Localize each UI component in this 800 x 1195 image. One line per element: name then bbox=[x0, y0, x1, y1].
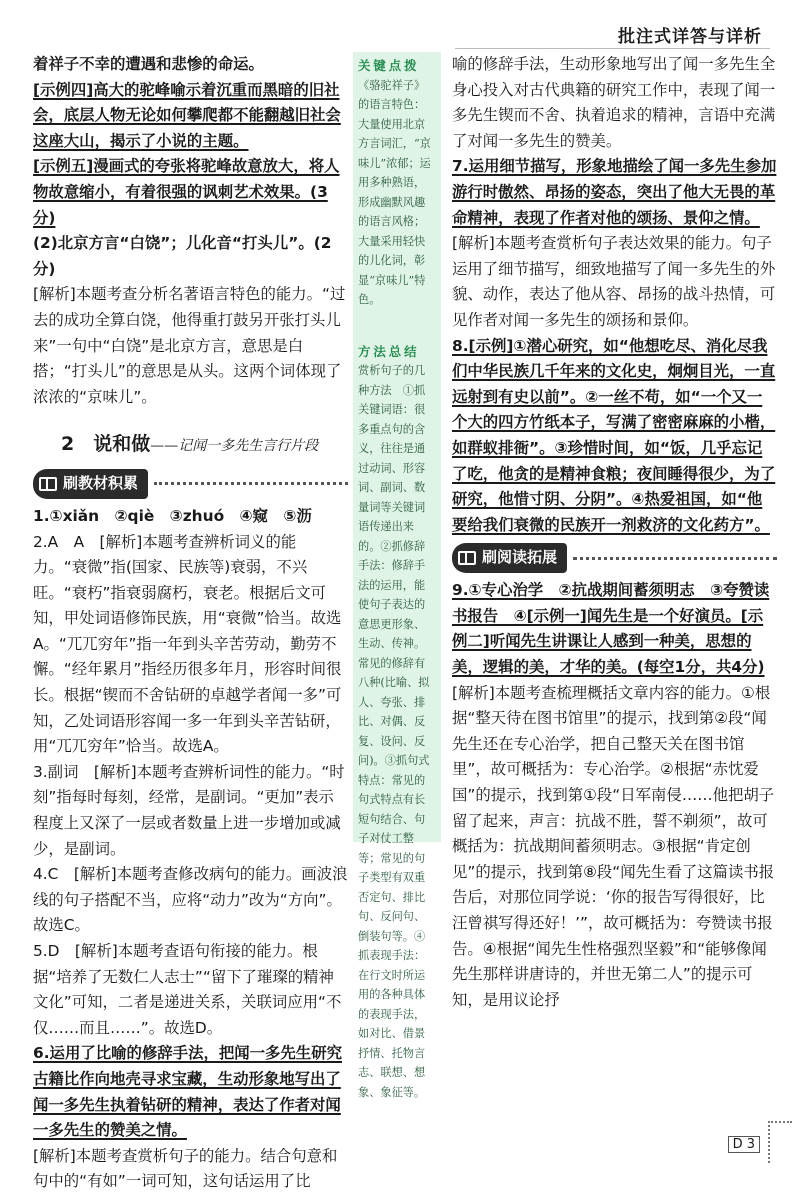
section-subtitle: ——记闻一多先生言行片段 bbox=[150, 438, 319, 455]
answer-continuation: 着祥子不幸的遭遇和悲惨的命运。 bbox=[33, 55, 264, 73]
book-icon bbox=[458, 551, 476, 565]
annotation-sidebar bbox=[353, 52, 441, 1099]
sidebar-method-body: 赏析句子的几种方法 ①抓关键词语：很多重点句的含义，往往是通过动词、形容词、副词、数量词等关键词语传递出来的。②抓修辞手法：修辞手法的运用，能使句子表达的意思更形象、生动、传神。常见的修辞有八种(比喻、拟人、夸张、排比、对偶、反复、设问、反问)。③抓句式特点：常见的句式特点有长短句结合、句子对仗工整等；常见的句子类型有双重否定句、排比句、反问句、倒装句等。④抓表现手法：在行文时所运用的各种具体的表现手法，如对比、借景抒情、托物言志、联想、想象、象征等。 bbox=[358, 364, 430, 1099]
banner-reading-extension bbox=[452, 544, 777, 572]
banner-label: 刷教材积累 bbox=[63, 474, 139, 493]
question-1: 1.①xiǎn ②qiè ③zhuó ④窥 ⑤沥 bbox=[33, 506, 312, 525]
header-rule bbox=[455, 48, 770, 49]
question-9-answer: 9.①专心治学 ②抗战期间蓄须明志 ③夸赞读书报告 ④[示例一]闻先生是一个好演员。[示例二]听闻先生讲课让人感到一种美，思想的美，逻辑的美，才华的美。(每空1分，共4分) bbox=[452, 581, 770, 677]
analysis-paragraph: [解析]本题考查分析名著语言特色的能力。“过去的成功全算白饶，他得重打鼓另开张打头儿来”一句中“白饶”是北京方言，意思是白搭；“打头儿”的意思是从头。这两个词体现了浓浓的“京味儿”。 bbox=[33, 285, 346, 406]
analysis-continuation: 喻的修辞手法，生动形象地写出了闻一多先生全身心投入对古代典籍的研究工作中，表现了闻一多先生锲而不舍、执着追求的精神，言语中充满了对闻一多先生的赞美。 bbox=[452, 55, 776, 150]
banner-textbook-accumulation bbox=[33, 470, 348, 498]
question-9-analysis: [解析]本题考查梳理概括文章内容的能力。①根据“整天待在图书馆里”的提示，找到第②段“闻先生还在专心治学，把自己整天关在图书馆里”，故可概括为：专心治学。②根据“赤忱爱国”的提示，找到第①段“日军南侵……他把胡子留了起来，声言：抗战不胜，誓不剃须”，故可概括为：抗战期间蓄须明志。③根据“肯定创见”的提示，找到第⑧段“闻先生看了这篇读书报告后，对那位同学说：‘你的报告写得很好，比汪曾祺写得还好！’”，故可概括为：夸赞读书报告。④根据“闻先生性格强烈坚毅”和“能够像闻先生那样讲唐诗的，并世无第二人”的提示可知，是用议论抒 bbox=[452, 683, 775, 1009]
page-header: 批注式详答与详析 bbox=[618, 27, 762, 47]
sidebar-title-method-summary: 方法总结 bbox=[358, 343, 420, 359]
question-2: 2.A A [解析]本题考查辨析词义的能力。“衰微”指(国家、民族等)衰弱，不兴旺。“衰朽”指衰弱腐朽，衰老。根据后文可知，甲处词语修饰民族，用“衰微”恰当。故选A。“兀兀穷年”指一年到头辛苦劳动，勤劳不懈。“经年累月”指经历很多年月，形容时间很长。根据“锲而不舍钻研的卓越学者闻一多”可知，乙处词语形容闻一多一年到头辛苦钻研，用“兀兀穷年”恰当。故选A。 bbox=[33, 532, 342, 756]
right-column bbox=[452, 52, 777, 1013]
question-7-analysis: [解析]本题考查赏析句子表达效果的能力。句子运用了细节描写，细致地描写了闻一多先生的外貌、动作，表达了他从容、昂扬的战斗热情，可见作者对闻一多先生的颂扬和景仰。 bbox=[452, 234, 776, 329]
left-column bbox=[33, 52, 348, 1195]
section-title-main: 2 说和做 bbox=[61, 433, 151, 456]
question-7-answer: 7.运用细节描写，形象地描绘了闻一多先生参加游行时傲然、昂扬的姿态，突出了他大无畏的革命精神，表现了作者对他的颂扬、景仰之情。 bbox=[452, 157, 777, 227]
banner-badge bbox=[452, 543, 567, 573]
question-3: 3.副词 [解析]本题考查辨析词性的能力。“时刻”指每时每刻，经常，是副词。“更加”表示程度上又深了一层或者数量上进一步增加或减少，是副词。 bbox=[33, 762, 345, 858]
sidebar-title-key-points: 关键点拨 bbox=[358, 58, 420, 73]
sidebar-key-points-body: 《骆驼祥子》的语言特色：大量使用北京方言词汇，“京味儿”浓郁；运用多种熟语，形成幽默风趣的语言风格；大量采用轻快的儿化词，彰显“京味儿”特色。 bbox=[358, 78, 431, 306]
book-icon bbox=[39, 477, 57, 491]
question-4: 4.C [解析]本题考查修改病句的能力。画波浪线的句子搭配不当，应将“动力”改为“方向”。故选C。 bbox=[33, 865, 348, 935]
section-title bbox=[61, 432, 348, 460]
dotted-divider bbox=[154, 482, 348, 485]
sidebar-gap bbox=[358, 310, 436, 342]
example-four: [示例四]高大的驼峰喻示着沉重而黑暗的旧社会，底层人物无论如何攀爬都不能翻越旧社会这座大山，揭示了小说的主题。 bbox=[33, 80, 341, 150]
question-5: 5.D [解析]本题考查语句衔接的能力。根据“培养了无数仁人志士”“留下了璀璨的精神文化”可知，二者是递进关系，关联词应用“不仅……而且……”。故选D。 bbox=[33, 942, 342, 1037]
banner-badge bbox=[33, 469, 148, 499]
question-6-answer: 6.运用了比喻的修辞手法，把闻一多先生研究古籍比作向地壳寻求宝藏，生动形象地写出了闻一多先生执着钻研的精神，表达了作者对闻一多先生的赞美之情。 bbox=[33, 1044, 342, 1140]
page-number: D 3 bbox=[728, 1136, 760, 1153]
banner-label: 刷阅读拓展 bbox=[482, 548, 558, 567]
answer-part-2: (2)北京方言“白饶”；儿化音“打头儿”。(2分) bbox=[33, 234, 332, 278]
page-corner-decoration bbox=[768, 1121, 792, 1163]
question-6-analysis: [解析]本题考查赏析句子的能力。结合句意和句中的“有如”一词可知，这句话运用了比 bbox=[33, 1146, 338, 1191]
question-8-answer: 8.[示例]①潜心研究，如“他想吃尽、消化尽我们中华民族几千年来的文化史，炯炯目光，一直远射到有史以前”。②一丝不苟，如“一个又一个大的四方竹纸本子，写满了密密麻麻的小楷，如群蚁排衙”。③珍惜时间，如“饭，几乎忘记了吃，他贪的是精神食粮；夜间睡得很少，为了研究，他惜寸阴、分阴”。④热爱祖国，如“他要给我们衰微的民族开一剂救济的文化药方”。 bbox=[452, 336, 776, 534]
dotted-divider bbox=[573, 557, 777, 560]
example-five: [示例五]漫画式的夸张将驼峰故意放大，将人物故意缩小，有着很强的讽刺艺术效果。(3分) bbox=[33, 157, 340, 227]
